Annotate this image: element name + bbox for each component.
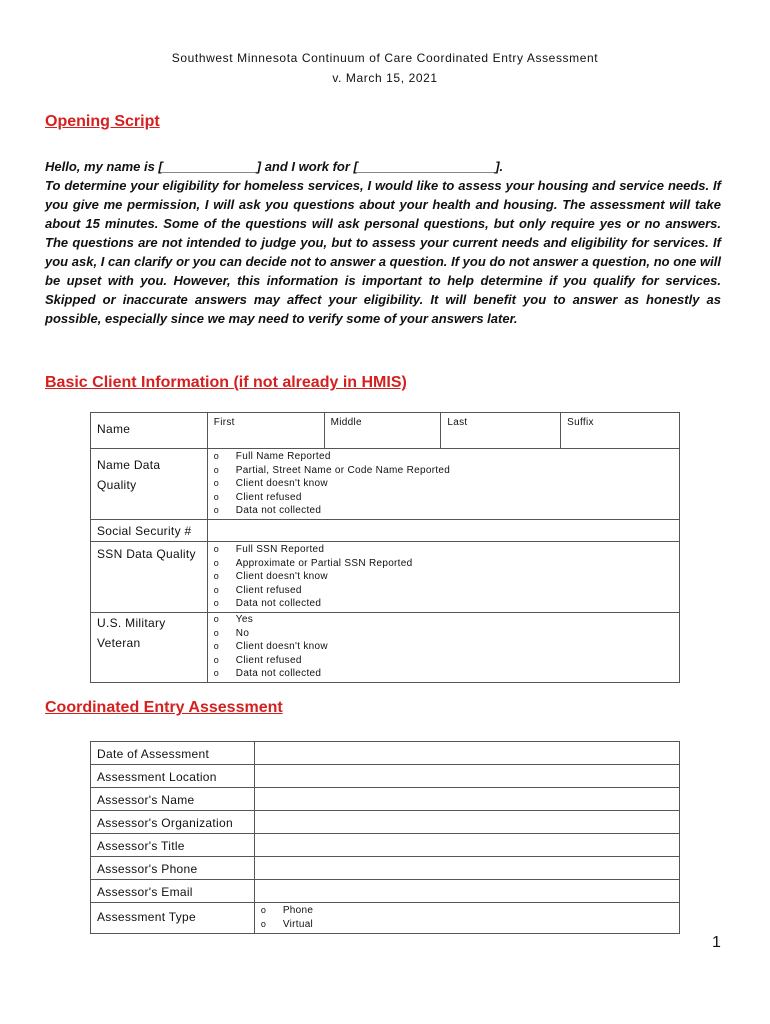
basic-info-title: Basic Client Information (if not already in HMIS)	[45, 374, 407, 391]
radio-circle-icon: o	[213, 491, 220, 502]
coordinated-entry-title: Coordinated Entry Assessment	[45, 699, 283, 716]
assessor-organization-label: Assessor's Organization	[91, 811, 255, 834]
assessor-phone-field[interactable]	[254, 857, 679, 880]
date-of-assessment-field[interactable]	[254, 742, 679, 765]
name-quality-options	[207, 449, 679, 520]
option-item[interactable]: o Approximate or Partial SSN Reported	[213, 557, 413, 569]
option-item[interactable]: o Data not collected	[213, 668, 322, 680]
opening-script-body	[45, 157, 721, 328]
last-name-field[interactable]: Last	[441, 413, 561, 449]
table-row	[91, 811, 680, 834]
page-number: 1	[712, 934, 721, 951]
option-item[interactable]: o Client doesn't know	[213, 571, 328, 583]
veteran-label: U.S. Military Veteran	[91, 612, 208, 682]
option-item[interactable]: o Client refused	[213, 584, 302, 596]
assessment-type-options	[254, 903, 679, 934]
name-label: Name	[91, 413, 208, 449]
radio-circle-icon: o	[213, 584, 220, 595]
assessor-phone-label: Assessor's Phone	[91, 857, 255, 880]
name-quality-row	[91, 449, 680, 520]
assessor-title-label: Assessor's Title	[91, 834, 255, 857]
table-row	[91, 903, 680, 934]
option-item[interactable]: o Partial, Street Name or Code Name Reported	[213, 464, 451, 476]
assessor-name-field[interactable]	[254, 788, 679, 811]
option-item[interactable]: o Virtual	[260, 918, 314, 930]
radio-circle-icon: o	[213, 543, 220, 554]
assessor-title-field[interactable]	[254, 834, 679, 857]
opening-script-title: Opening Script	[45, 113, 160, 130]
radio-circle-icon: o	[213, 654, 220, 665]
radio-circle-icon: o	[213, 598, 220, 609]
header-version: v. March 15, 2021	[332, 71, 438, 85]
option-item[interactable]: o Client refused	[213, 654, 302, 666]
radio-circle-icon: o	[213, 668, 220, 679]
middle-name-field[interactable]: Middle	[324, 413, 441, 449]
opening-script-paragraph: To determine your eligibility for homeless services, I would like to assess your housing and service needs. If you give me permission, I will ask you questions about your health and housing. The assessment will take about 15 minutes. Some of the questions will ask personal questions, but only require yes or no answers. The questions are not intended to judge you, but to assess your current needs and eligibility for services. If you ask, I can clarify or you can decide not to answer a question. If you do not answer a question, no one will be upset with you. However, this information is important to help determine if you qualify for services. Skipped or inaccurate answers may affect your eligibility. It will benefit you to answer as honestly as possible, especially since we may need to verify some of your answers later.	[45, 178, 721, 326]
table-row	[91, 834, 680, 857]
table-row	[91, 788, 680, 811]
table-row	[91, 880, 680, 903]
option-item[interactable]: o Data not collected	[213, 598, 322, 610]
assessment-location-field[interactable]	[254, 765, 679, 788]
option-item[interactable]: o Full Name Reported	[213, 451, 331, 462]
assessor-organization-field[interactable]	[254, 811, 679, 834]
name-quality-label: Name Data Quality	[91, 449, 208, 520]
option-item[interactable]: o Client doesn't know	[213, 641, 328, 653]
ssn-field[interactable]	[207, 519, 679, 541]
radio-circle-icon: o	[213, 451, 220, 461]
assessor-name-label: Assessor's Name	[91, 788, 255, 811]
option-item[interactable]: o No	[213, 627, 250, 639]
veteran-options	[207, 612, 679, 682]
suffix-field[interactable]: Suffix	[561, 413, 680, 449]
option-item[interactable]: o Full SSN Reported	[213, 543, 325, 555]
assessor-email-field[interactable]	[254, 880, 679, 903]
ssn-label: Social Security #	[91, 519, 208, 541]
table-row	[91, 857, 680, 880]
option-item[interactable]: o Data not collected	[213, 505, 322, 517]
ssn-quality-options	[207, 541, 679, 612]
option-item[interactable]: o Phone	[260, 905, 314, 916]
radio-circle-icon: o	[213, 464, 220, 475]
assessment-location-label: Assessment Location	[91, 765, 255, 788]
name-row	[91, 413, 680, 449]
assessor-email-label: Assessor's Email	[91, 880, 255, 903]
ssn-quality-row	[91, 541, 680, 612]
radio-circle-icon: o	[213, 571, 220, 582]
first-name-field[interactable]: First	[207, 413, 324, 449]
option-item[interactable]: o Client doesn't know	[213, 478, 328, 490]
ssn-row	[91, 519, 680, 541]
radio-circle-icon: o	[213, 557, 220, 568]
radio-circle-icon: o	[213, 641, 220, 652]
radio-circle-icon: o	[213, 478, 220, 489]
date-of-assessment-label: Date of Assessment	[91, 742, 255, 765]
assessment-type-label: Assessment Type	[91, 903, 255, 934]
veteran-row	[91, 612, 680, 682]
radio-circle-icon: o	[260, 918, 267, 929]
header-title: Southwest Minnesota Continuum of Care Coordinated Entry Assessment	[171, 51, 599, 65]
table-row	[91, 742, 680, 765]
opening-script-greeting: Hello, my name is [_____________] and I work for [___________________].	[45, 159, 504, 174]
basic-info-table	[90, 412, 680, 683]
ssn-quality-label: SSN Data Quality	[91, 541, 208, 612]
radio-circle-icon: o	[213, 613, 220, 624]
option-item[interactable]: o Client refused	[213, 491, 302, 503]
radio-circle-icon: o	[213, 505, 220, 516]
radio-circle-icon: o	[260, 905, 267, 915]
option-item[interactable]: o Yes	[213, 613, 254, 625]
radio-circle-icon: o	[213, 627, 220, 638]
table-row	[91, 765, 680, 788]
coordinated-entry-table	[90, 741, 680, 934]
document-header	[0, 48, 770, 88]
